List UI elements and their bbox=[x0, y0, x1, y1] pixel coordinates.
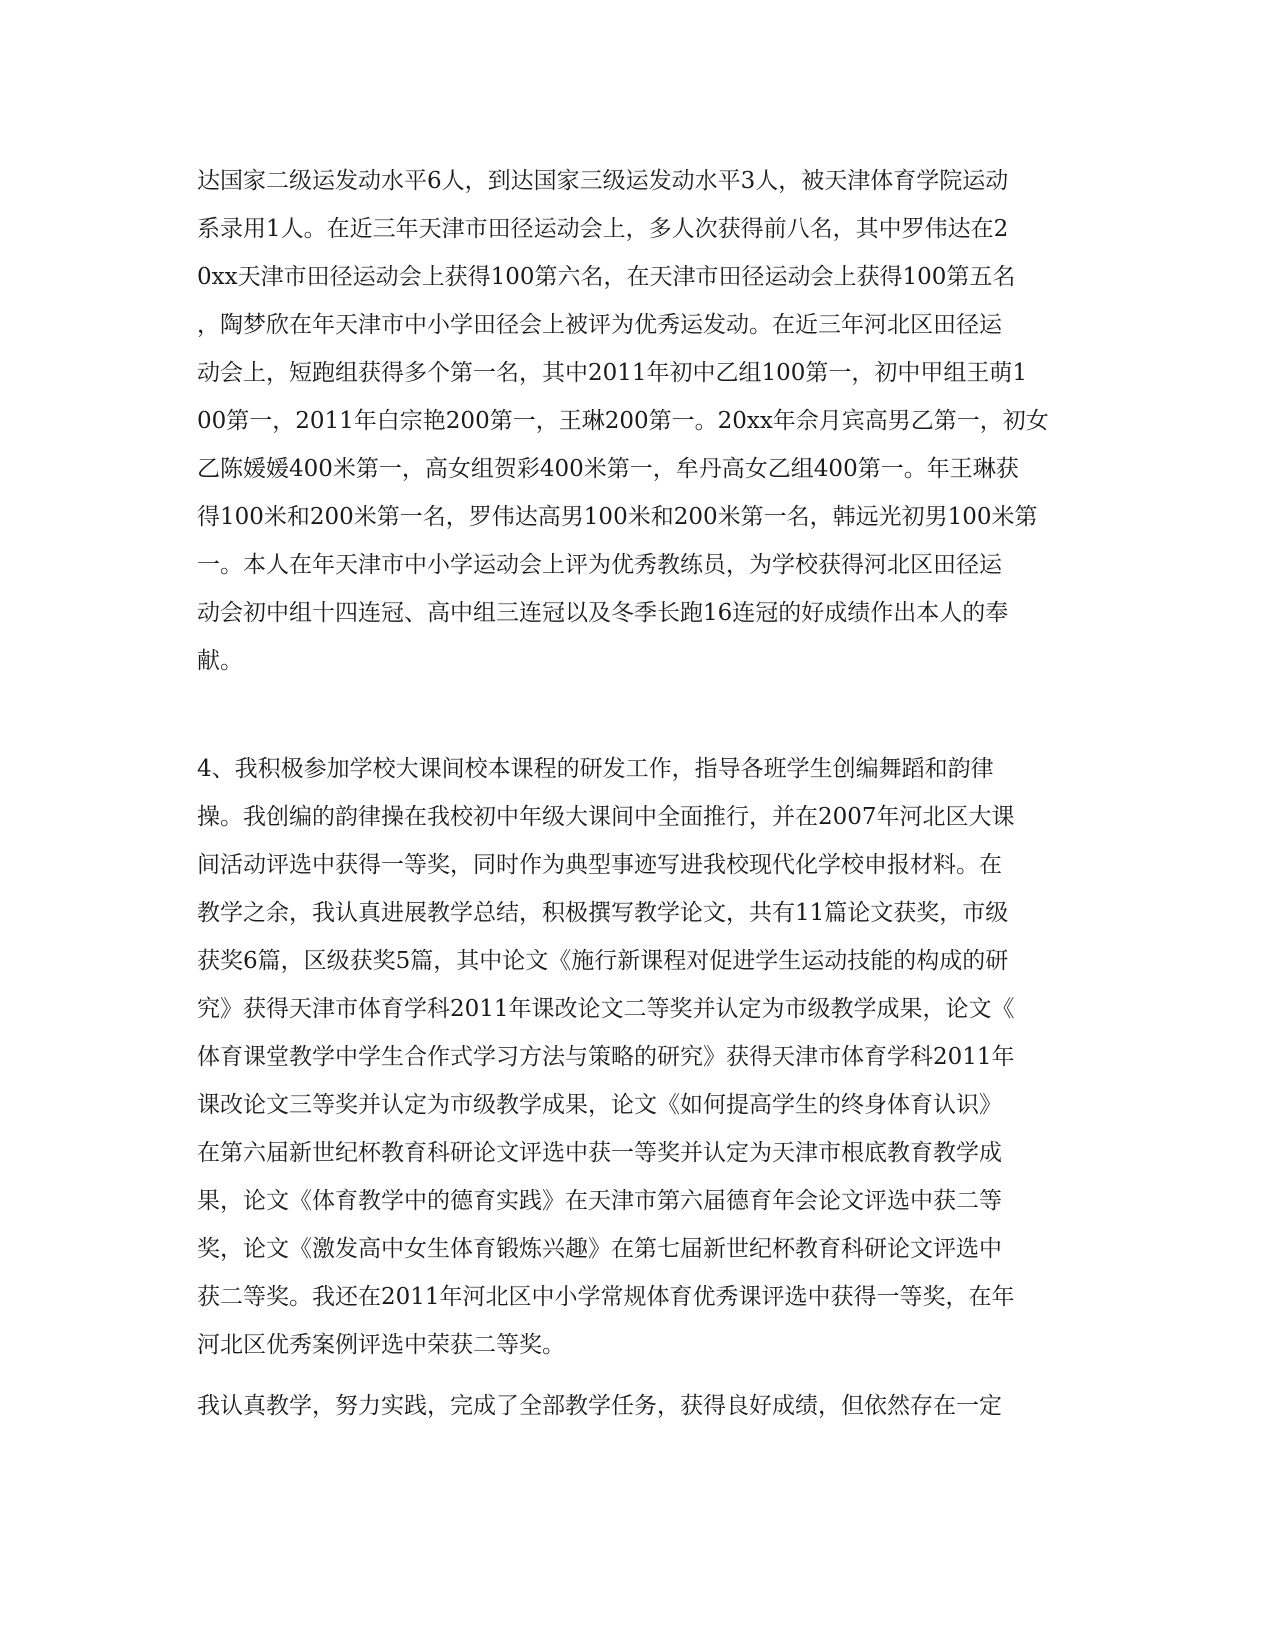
paragraph-line: 动会上，短跑组获得多个第一名，其中2011年初中乙组100第一，初中甲组王萌1 bbox=[197, 360, 1028, 386]
paragraph-line: 究》获得天津市体育学科2011年课改论文二等奖并认定为市级教学成果，论文《 bbox=[197, 996, 1015, 1022]
paragraph-athletics-results bbox=[197, 157, 1077, 685]
paragraph-line: 间活动评选中获得一等奖，同时作为典型事迹写进我校现代化学校申报材料。在 bbox=[197, 852, 1002, 878]
paragraph-summary bbox=[197, 1382, 1077, 1430]
paragraph-line: 获二等奖。我还在2011年河北区中小学常规体育优秀课评选中获得一等奖，在年 bbox=[197, 1284, 1015, 1310]
paragraph-line: 操。我创编的韵律操在我校初中年级大课间中全面推行，并在2007年河北区大课 bbox=[197, 804, 1015, 830]
paragraph-line: 献。 bbox=[197, 648, 243, 674]
paragraph-line: 体育课堂教学中学生合作式学习方法与策略的研究》获得天津市体育学科2011年 bbox=[197, 1044, 1015, 1070]
paragraph-line: 我认真教学，努力实践，完成了全部教学任务，获得良好成绩，但依然存在一定 bbox=[197, 1393, 1002, 1419]
paragraph-line: 乙陈媛媛400米第一，高女组贺彩400米第一，牟丹高女乙组400第一。年王琳获 bbox=[197, 456, 1019, 482]
paragraph-line: 达国家二级运发动水平6人，到达国家三级运发动水平3人，被天津体育学院运动 bbox=[197, 168, 1009, 194]
paragraph-line: 获奖6篇，区级获奖5篇，其中论文《施行新课程对促进学生运动技能的构成的研 bbox=[197, 948, 1009, 974]
paragraph-line: 在第六届新世纪杯教育科研论文评选中获一等奖并认定为天津市根底教育教学成 bbox=[197, 1140, 1002, 1166]
paragraph-line: 奖，论文《激发高中女生体育锻炼兴趣》在第七届新世纪杯教育科研论文评选中 bbox=[197, 1236, 1002, 1262]
paragraph-line: 果，论文《体育教学中的德育实践》在天津市第六届德育年会论文评选中获二等 bbox=[197, 1188, 1002, 1214]
paragraph-line: 河北区优秀案例评选中荣获二等奖。 bbox=[197, 1332, 565, 1358]
paragraph-curriculum-research bbox=[197, 745, 1077, 1369]
paragraph-line: 教学之余，我认真进展教学总结，积极撰写教学论文，共有11篇论文获奖，市级 bbox=[197, 900, 1009, 926]
paragraph-line: 系录用1人。在近三年天津市田径运动会上，多人次获得前八名，其中罗伟达在2 bbox=[197, 216, 1009, 242]
paragraph-line: 课改论文三等奖并认定为市级教学成果，论文《如何提高学生的终身体育认识》 bbox=[197, 1092, 1002, 1118]
paragraph-line: 得100米和200米第一名，罗伟达高男100米和200米第一名，韩远光初男100米第 bbox=[197, 504, 1038, 530]
paragraph-line: 动会初中组十四连冠、高中组三连冠以及冬季长跑16连冠的好成绩作出本人的奉 bbox=[197, 600, 1009, 626]
paragraph-line: 0xx天津市田径运动会上获得100第六名，在天津市田径运动会上获得100第五名 bbox=[197, 264, 1016, 290]
paragraph-line: 4、我积极参加学校大课间校本课程的研发工作，指导各班学生创编舞蹈和韵律 bbox=[197, 756, 994, 782]
paragraph-line: 一。本人在年天津市中小学运动会上评为优秀教练员，为学校获得河北区田径运 bbox=[197, 552, 1002, 578]
paragraph-line: ，陶梦欣在年天津市中小学田径会上被评为优秀运发动。在近三年河北区田径运 bbox=[197, 312, 1002, 338]
paragraph-line: 00第一，2011年白宗艳200第一，王琳200第一。20xx年佘月宾高男乙第一，初女 bbox=[197, 408, 1049, 434]
